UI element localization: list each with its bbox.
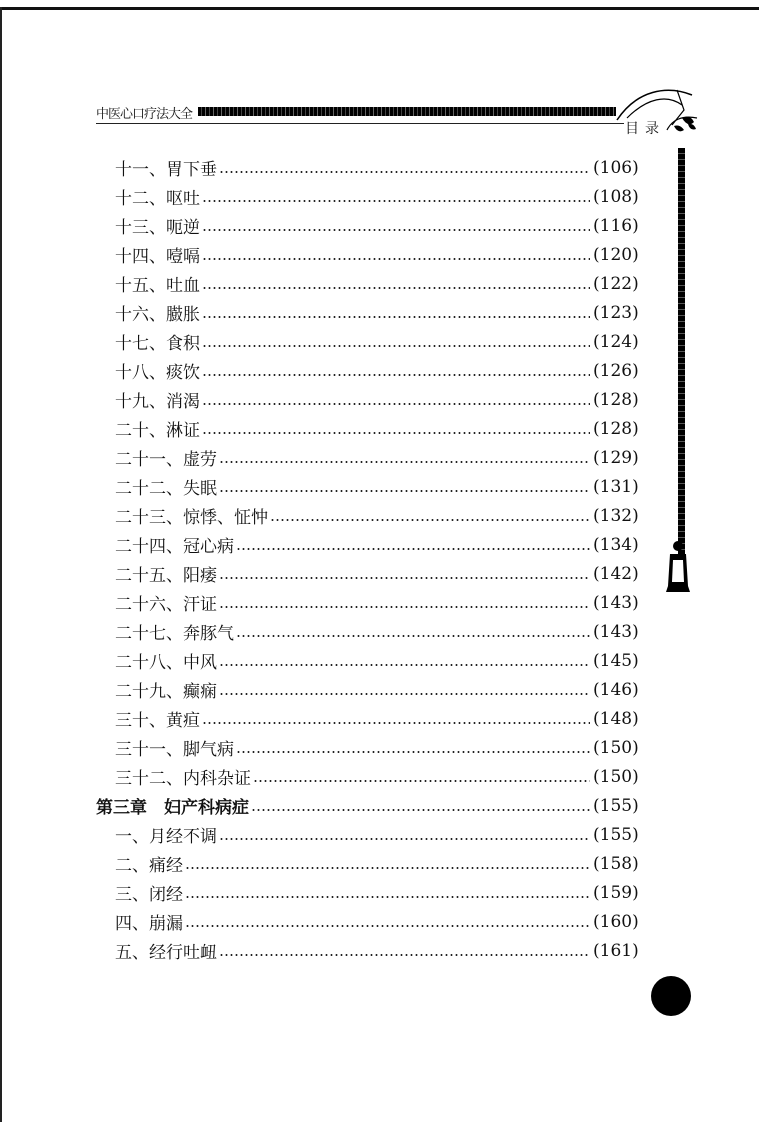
toc-entry-label: 十四、噎嗝 xyxy=(115,247,200,267)
toc-entry-label: 十九、消渴 xyxy=(115,392,200,412)
toc-row xyxy=(0,675,759,704)
toc-leader-dots xyxy=(202,200,590,202)
toc-entry-label: 二十七、奔豚气 xyxy=(115,624,234,644)
toc-leader-dots xyxy=(202,722,590,724)
toc-entry-label: 四、崩漏 xyxy=(115,914,183,934)
toc-leader-dots xyxy=(219,490,590,492)
toc-leader-dots xyxy=(202,229,590,231)
toc-leader-dots xyxy=(219,461,590,463)
toc-leader-dots xyxy=(219,664,590,666)
toc-page-number: (150) xyxy=(593,737,639,758)
toc-leader-dots xyxy=(202,374,590,376)
toc-entry-label: 二十六、汗证 xyxy=(115,595,217,615)
orchid-ornament-icon xyxy=(612,80,702,140)
toc-leader-dots xyxy=(236,635,590,637)
toc-page-number: (108) xyxy=(593,186,639,207)
header-rule xyxy=(96,123,624,124)
toc-entry-label: 十七、食积 xyxy=(115,334,200,354)
toc-row xyxy=(0,385,759,414)
toc-row xyxy=(0,704,759,733)
toc-row xyxy=(0,762,759,791)
toc-entry-label: 二、痛经 xyxy=(115,856,183,876)
toc-row xyxy=(0,907,759,936)
toc-entry-label: 二十四、冠心病 xyxy=(115,537,234,557)
toc-entry-label: 二十三、惊悸、怔忡 xyxy=(115,508,268,528)
toc-page-number: (123) xyxy=(593,302,639,323)
toc-row xyxy=(0,646,759,675)
section-label: 目录 xyxy=(625,121,665,137)
toc-row xyxy=(0,269,759,298)
toc-entry-label: 五、经行吐衄 xyxy=(115,943,217,963)
toc-page-number: (131) xyxy=(593,476,639,497)
toc-page-number: (155) xyxy=(593,795,639,816)
toc-row xyxy=(0,182,759,211)
toc-entry-label: 三十二、内科杂证 xyxy=(115,769,251,789)
toc-row xyxy=(0,588,759,617)
top-border xyxy=(0,7,759,10)
toc-row xyxy=(0,936,759,965)
toc-page-number: (160) xyxy=(593,911,639,932)
toc-row xyxy=(0,617,759,646)
toc-entry-label: 十三、呃逆 xyxy=(115,218,200,238)
toc-page-number: (142) xyxy=(593,563,639,584)
toc-page-number: (132) xyxy=(593,505,639,526)
toc-entry-label: 二十、淋证 xyxy=(115,421,200,441)
toc-entry-label: 十二、呕吐 xyxy=(115,189,200,209)
toc-leader-dots xyxy=(202,316,590,318)
toc-page-number: (150) xyxy=(593,766,639,787)
toc-page-number: (120) xyxy=(593,244,639,265)
toc-row xyxy=(0,472,759,501)
toc-leader-dots xyxy=(185,925,590,927)
toc-row xyxy=(0,849,759,878)
toc-page-number: (159) xyxy=(593,882,639,903)
toc-page-number: (106) xyxy=(593,157,639,178)
toc-row xyxy=(0,443,759,472)
toc-row xyxy=(0,356,759,385)
book-title: 中医心口疗法大全 xyxy=(96,107,193,122)
toc-page-number: (155) xyxy=(593,824,639,845)
toc-leader-dots xyxy=(270,519,590,521)
toc-page-number: (122) xyxy=(593,273,639,294)
toc-leader-dots xyxy=(185,867,590,869)
toc-row xyxy=(0,211,759,240)
toc-leader-dots xyxy=(236,548,590,550)
toc-leader-dots xyxy=(253,780,590,782)
toc-row xyxy=(0,820,759,849)
toc-page-number: (161) xyxy=(593,940,639,961)
toc-page-number: (134) xyxy=(593,534,639,555)
toc-leader-dots xyxy=(202,287,590,289)
toc-entry-label: 第三章 妇产科病症 xyxy=(96,798,249,818)
toc-leader-dots xyxy=(219,838,590,840)
toc-leader-dots xyxy=(236,751,590,753)
toc-leader-dots xyxy=(219,171,590,173)
toc-row xyxy=(0,733,759,762)
toc-entry-label: 十五、吐血 xyxy=(115,276,200,296)
toc-row xyxy=(0,559,759,588)
toc-leader-dots xyxy=(202,345,590,347)
toc-row xyxy=(0,530,759,559)
toc-entry-label: 二十五、阳痿 xyxy=(115,566,217,586)
toc-leader-dots xyxy=(219,577,590,579)
toc-page-number: (128) xyxy=(593,389,639,410)
toc-entry-label: 十八、痰饮 xyxy=(115,363,200,383)
toc-row xyxy=(0,298,759,327)
toc-page-number: (158) xyxy=(593,853,639,874)
toc-entry-label: 二十九、癫痫 xyxy=(115,682,217,702)
toc-row xyxy=(0,878,759,907)
toc-entry-label: 二十一、虚劳 xyxy=(115,450,217,470)
toc-page-number: (116) xyxy=(593,215,639,236)
toc-entry-label: 三十一、脚气病 xyxy=(115,740,234,760)
toc-page-number: (126) xyxy=(593,360,639,381)
toc-page-number: (124) xyxy=(593,331,639,352)
toc-leader-dots xyxy=(202,432,590,434)
toc-leader-dots xyxy=(251,809,590,811)
toc-page-number: (128) xyxy=(593,418,639,439)
header-decorative-bar xyxy=(198,107,616,116)
toc-page-number: (143) xyxy=(593,592,639,613)
toc-leader-dots xyxy=(219,693,590,695)
toc-page-number: (146) xyxy=(593,679,639,700)
toc-row xyxy=(0,327,759,356)
toc-row xyxy=(0,414,759,443)
toc-row xyxy=(0,240,759,269)
toc-entry-label: 十一、胃下垂 xyxy=(115,160,217,180)
toc-entry-label: 三十、黄疸 xyxy=(115,711,200,731)
toc-entry-label: 十六、臌胀 xyxy=(115,305,200,325)
toc-leader-dots xyxy=(219,954,590,956)
toc-entry-label: 二十二、失眠 xyxy=(115,479,217,499)
page-marker-dot xyxy=(651,976,691,1016)
toc-leader-dots xyxy=(185,896,590,898)
toc-page-number: (143) xyxy=(593,621,639,642)
toc-chapter-row xyxy=(0,791,759,820)
toc-page-number: (129) xyxy=(593,447,639,468)
toc-page-number: (145) xyxy=(593,650,639,671)
toc-leader-dots xyxy=(202,403,590,405)
toc-page-number: (148) xyxy=(593,708,639,729)
toc-row xyxy=(0,501,759,530)
toc-leader-dots xyxy=(202,258,590,260)
toc-entry-label: 一、月经不调 xyxy=(115,827,217,847)
toc-entry-label: 三、闭经 xyxy=(115,885,183,905)
toc-row xyxy=(0,153,759,182)
toc-leader-dots xyxy=(219,606,590,608)
toc-entry-label: 二十八、中风 xyxy=(115,653,217,673)
